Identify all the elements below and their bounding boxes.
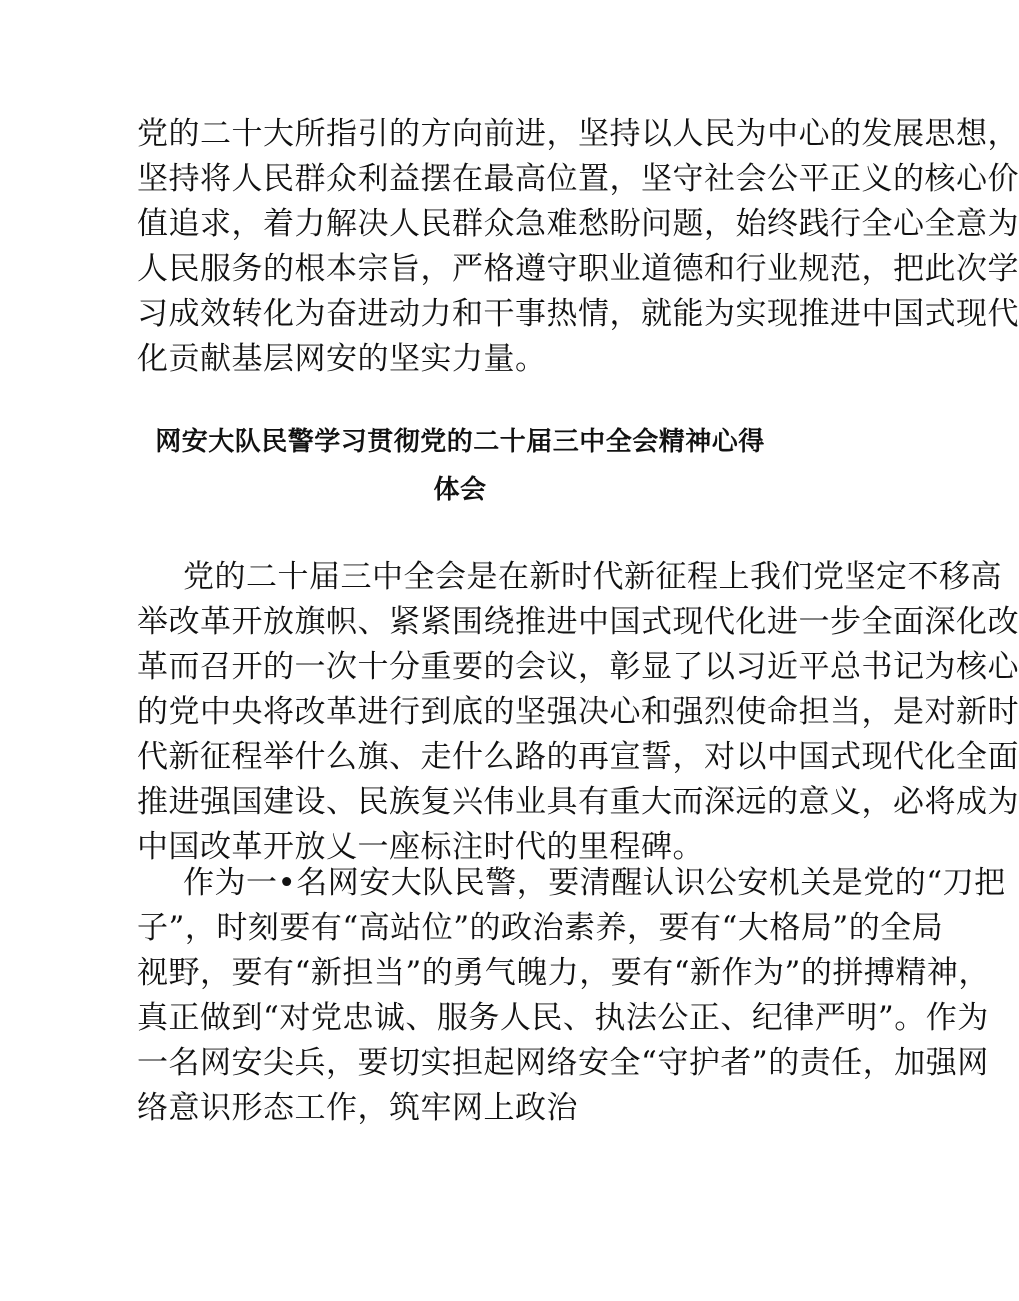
paragraph-1-line-6: 推进强国建设、民族复兴伟业具有重大而深远的意义，必将成为 (137, 784, 1019, 820)
paragraph-2-line-1: 作为一•名网安大队民警，要清醒认识公安机关是党的“刀把 (183, 865, 1006, 901)
prev-paragraph-line-1: 党的二十大所指引的方向前进，坚持以人民为中心的发展思想， (137, 116, 1019, 152)
paragraph-1-line-5: 代新征程举什么旗、走什么路的再宣誓，对以中国式现代化全面 (137, 739, 1019, 775)
paragraph-2-line-3: 视野，要有“新担当”的勇气魄力，要有“新作为”的拼搏精神， (137, 955, 990, 991)
prev-paragraph-line-5: 习成效转化为奋进动力和干事热情，就能为实现推进中国式现代 (137, 296, 1019, 332)
paragraph-1-line-1: 党的二十届三中全会是在新时代新征程上我们党坚定不移高 (183, 559, 1002, 595)
prev-paragraph-line-6: 化贡献基层网安的坚实力量。 (137, 341, 547, 377)
prev-paragraph-line-4: 人民服务的根本宗旨，严格遵守职业道德和行业规范，把此次学 (137, 251, 1019, 287)
article-title-line-1: 网安大队民警学习贯彻党的二十届三中全会精神心得 (155, 427, 765, 457)
paragraph-2-line-2: 子”，时刻要有“高站位”的政治素养，要有“大格局”的全局 (137, 910, 944, 946)
paragraph-2-line-4: 真正做到“对党忠诚、服务人民、执法公正、纪律严明”。作为 (137, 1000, 989, 1036)
prev-paragraph-line-2: 坚持将人民群众利益摆在最高位置，坚守社会公平正义的核心价 (137, 161, 1019, 197)
paragraph-1-line-4: 的党中央将改革进行到底的坚强决心和强烈使命担当，是对新时 (137, 694, 1019, 730)
paragraph-2-line-6: 络意识形态工作，筑牢网上政治 (137, 1090, 578, 1126)
paragraph-1-line-7: 中国改革开放乂一座标注时代的里程碑。 (137, 829, 704, 865)
paragraph-1-line-3: 革而召开的一次十分重要的会议，彰显了以习近平总书记为核心 (137, 649, 1019, 685)
paragraph-1-line-2: 举改革开放旗帜、紧紧围绕推进中国式现代化进一步全面深化改 (137, 604, 1019, 640)
article-title-line-2: 体会 (433, 475, 487, 505)
prev-paragraph-line-3: 值追求，着力解决人民群众急难愁盼问题，始终践行全心全意为 (137, 206, 1019, 242)
paragraph-2-line-5: 一名网安尖兵，要切实担起网络安全“守护者”的责任，加强网 (137, 1045, 989, 1081)
